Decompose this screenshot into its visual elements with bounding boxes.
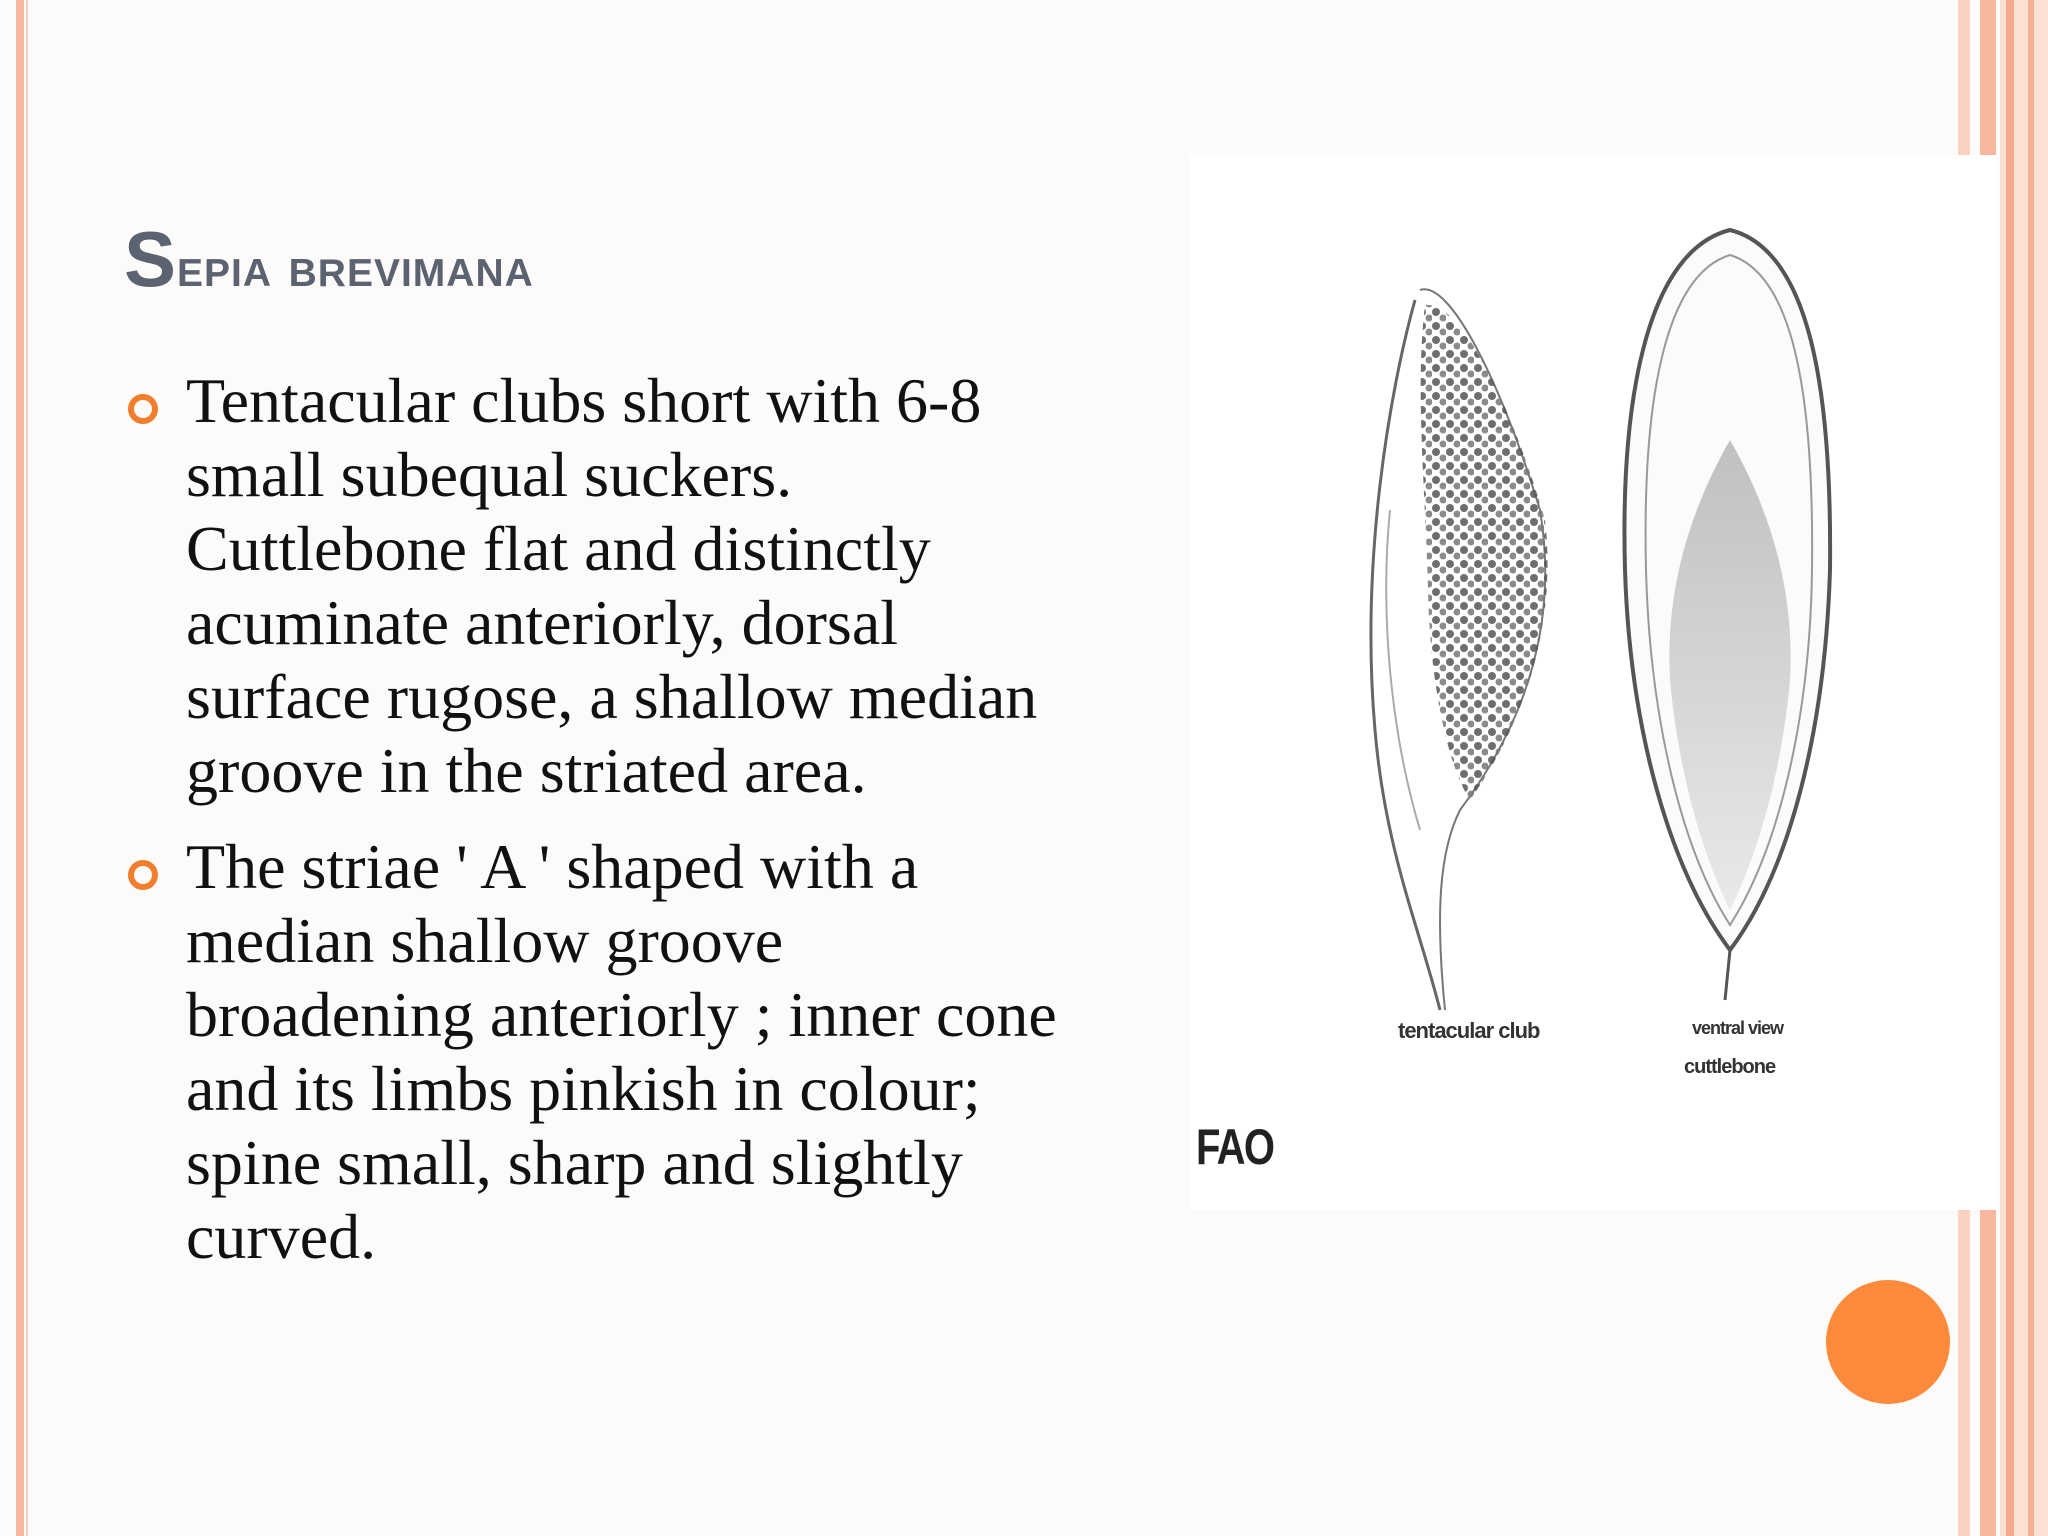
right-frame-stripe [2028,0,2034,1536]
title-rest: epia brevimana [177,235,534,298]
figure-caption: cuttlebone [1684,1056,1776,1078]
illustration-drawing [1320,210,1880,1130]
bullet-circle-icon [128,394,158,424]
slide-title [124,214,534,305]
left-frame-line-inner [26,0,28,1536]
title-initial: S [124,215,178,303]
bullet-text: The striae ' A ' shaped with a median shallow groove broadening anteriorly ; inner cone and its limbs pinkish in colour; spine small, sharp and slightly curved. [186,831,1057,1272]
cuttlebone-drawing [1624,230,1830,1000]
bullet-text: Tentacular clubs short with 6-8 small subequal suckers. Cuttlebone flat and distinctly acuminate anteriorly, dorsal surface rugose, a shallow median groove in the striated area. [186,365,1038,806]
bullet-list [124,364,1144,1296]
left-frame-line [16,0,24,1536]
bullet-circle-icon [128,860,158,890]
tentacular-club-drawing [1371,289,1548,1010]
right-frame-stripe [2006,0,2014,1536]
cuttlefish-illustration [1320,210,1880,1130]
figure-caption: tentacular club [1398,1018,1540,1043]
decorative-orange-circle [1826,1280,1950,1404]
bullet-item [124,830,1144,1274]
figure-caption: ventral view [1692,1018,1784,1038]
bullet-item [124,364,1144,808]
source-label: FAO [1196,1119,1274,1175]
